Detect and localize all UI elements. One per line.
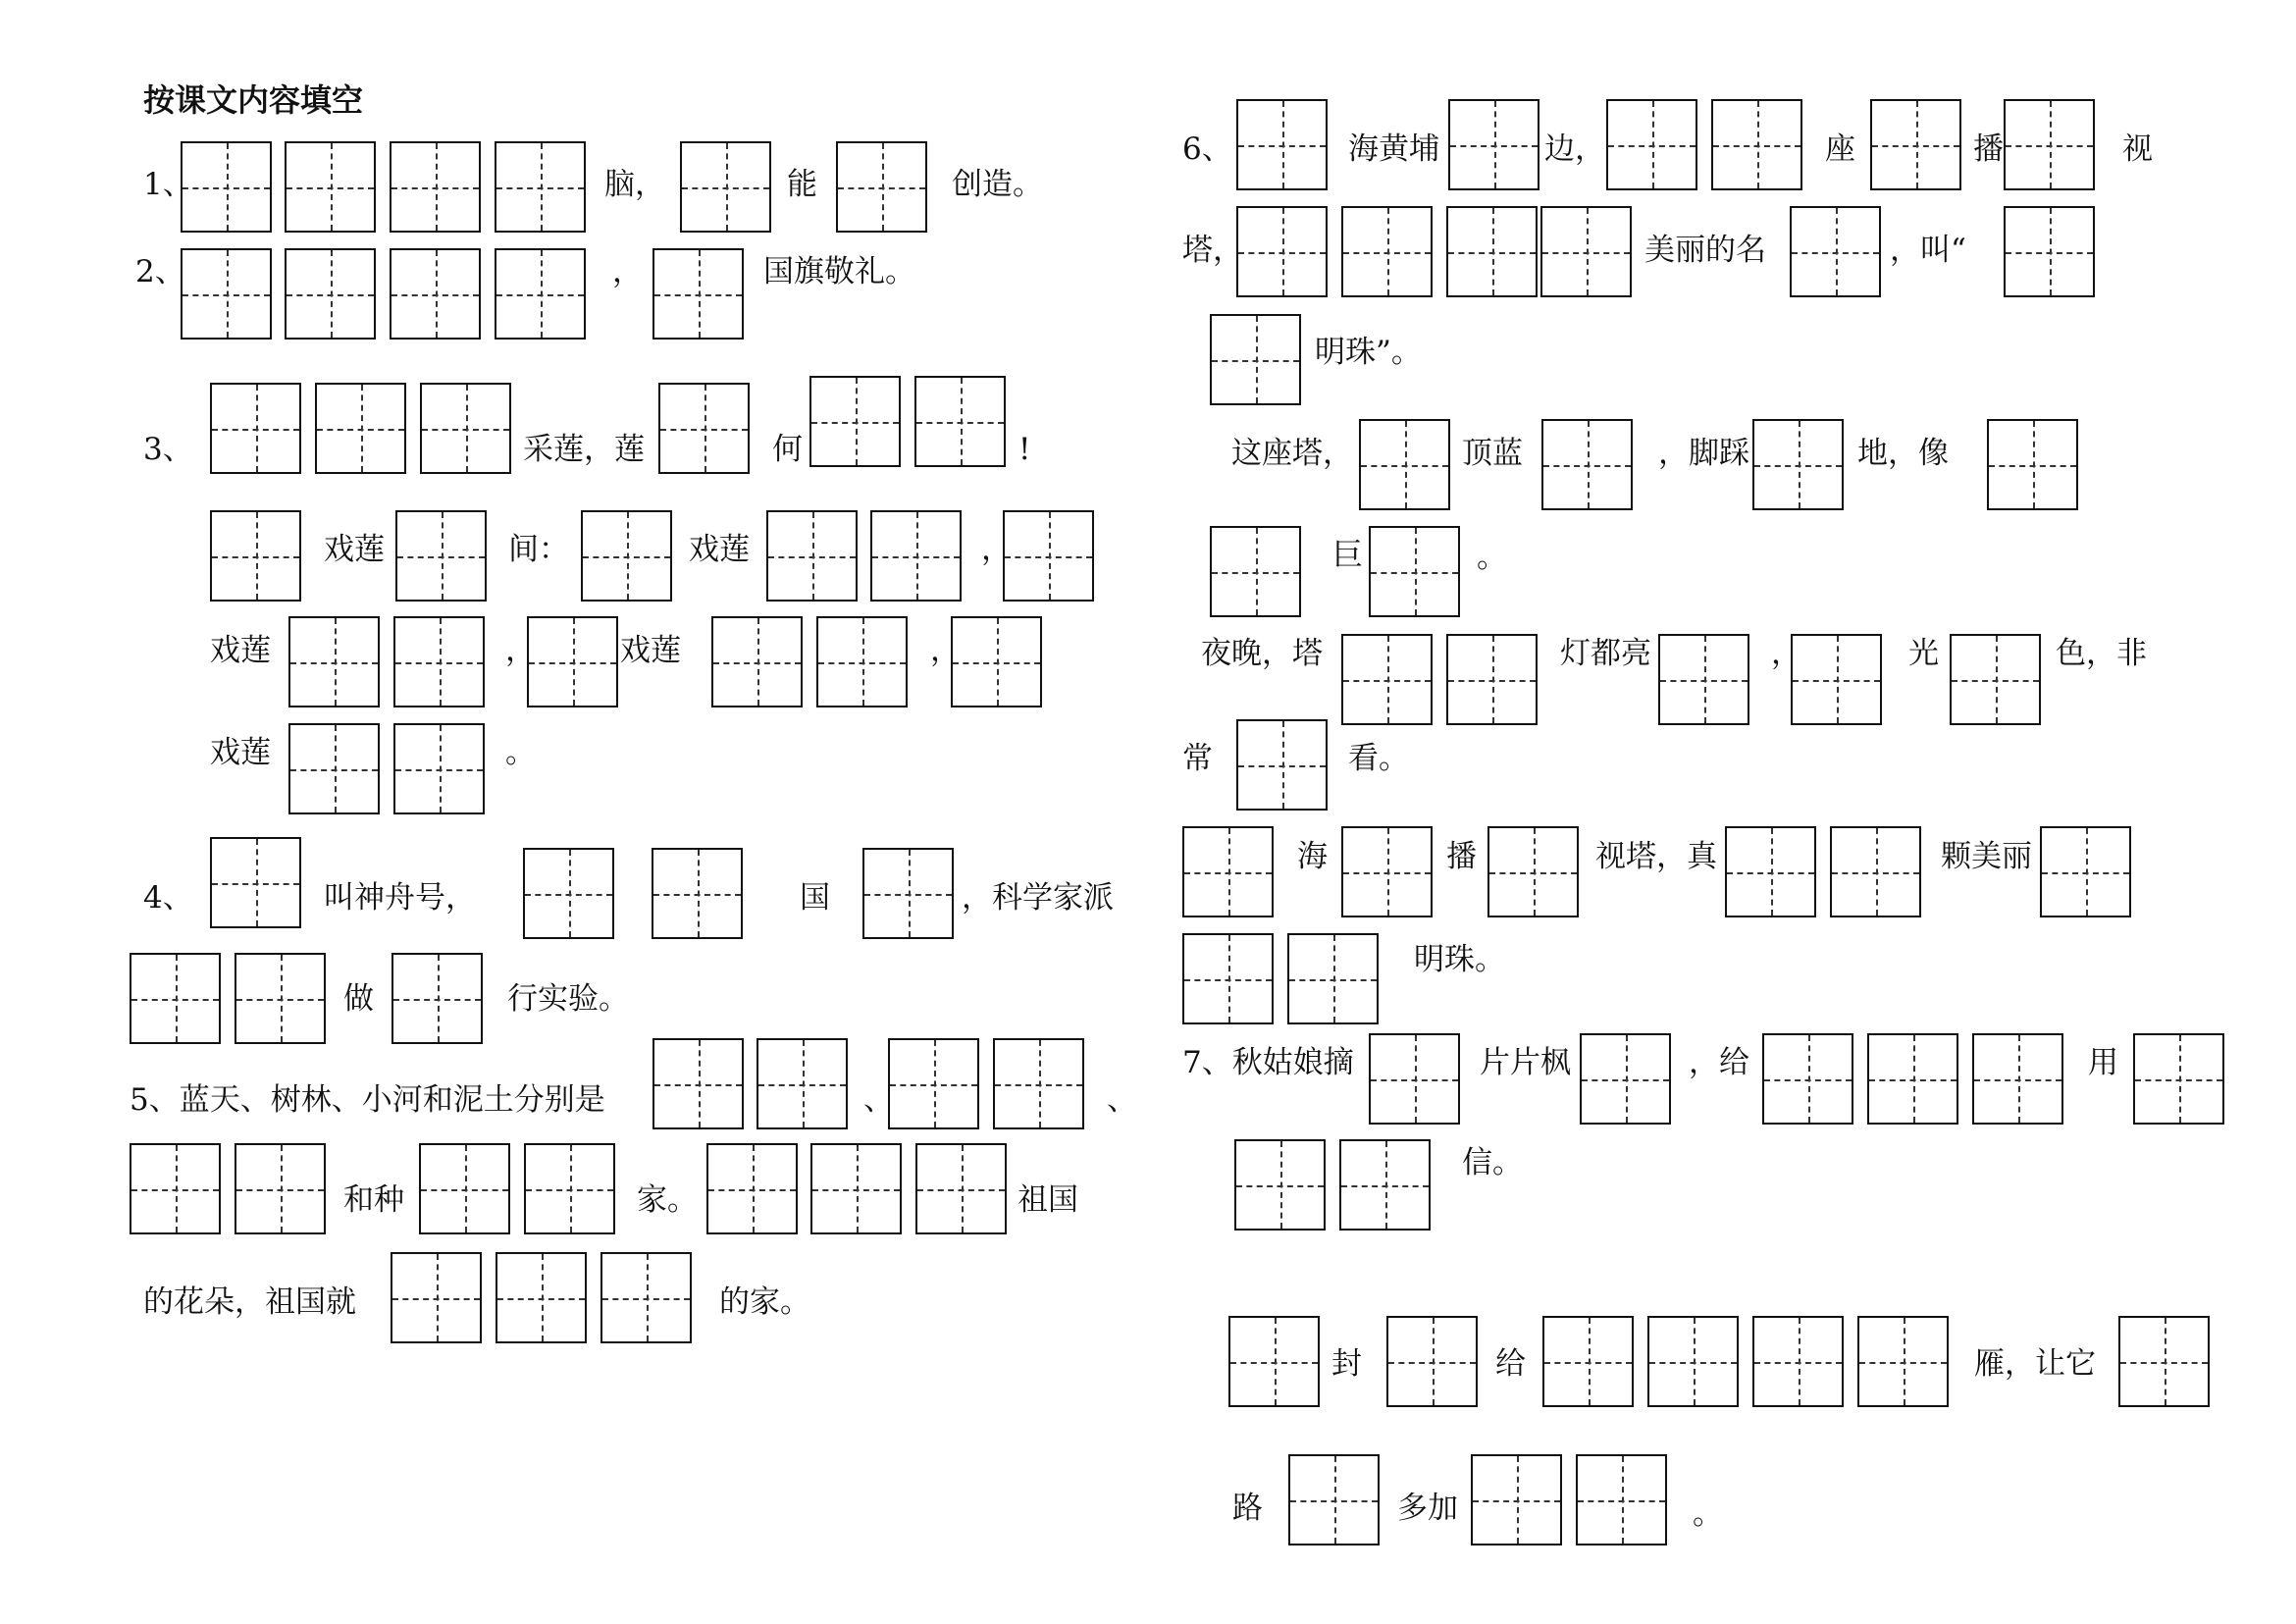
q6-blank-27[interactable] bbox=[1341, 826, 1433, 917]
q3-text-e: 间： bbox=[508, 532, 569, 567]
q6-text-j: 这座塔， bbox=[1231, 436, 1353, 471]
q6-text-g: 美丽的名 bbox=[1644, 233, 1766, 268]
q6-text-a: 海黄埔 bbox=[1348, 131, 1439, 167]
q3-text-a: 采莲，莲 bbox=[523, 432, 645, 467]
q4-text-c: ，科学家派 bbox=[962, 880, 1114, 916]
q3-text-c: ! bbox=[1018, 432, 1031, 467]
q1-blank-6[interactable] bbox=[836, 141, 927, 233]
q7-blank-9[interactable] bbox=[1228, 1316, 1320, 1407]
q6-text-x: 播 bbox=[1446, 839, 1477, 874]
q7-blank-13[interactable] bbox=[1752, 1316, 1844, 1407]
q6-blank-30[interactable] bbox=[1830, 826, 1921, 917]
q1-text-c: 创造。 bbox=[952, 167, 1043, 202]
q6-blank-5[interactable] bbox=[1870, 99, 1961, 190]
q7-blank-7[interactable] bbox=[1234, 1139, 1326, 1231]
q6-text-w: 海 bbox=[1297, 839, 1328, 874]
q6-text-b: 边， bbox=[1544, 131, 1605, 167]
q6-text-s: 光 bbox=[1908, 636, 1939, 671]
q3-blank-5[interactable] bbox=[809, 376, 901, 467]
q6-blank-13[interactable] bbox=[1210, 314, 1301, 405]
q6-blank-24[interactable] bbox=[1950, 634, 2041, 725]
q6-text-h: ，叫“ bbox=[1890, 233, 1966, 268]
q3-blank-3[interactable] bbox=[420, 383, 511, 474]
q1-number: 1、 bbox=[143, 167, 193, 202]
q6-blank-26[interactable] bbox=[1182, 826, 1274, 917]
q7-blank-8[interactable] bbox=[1339, 1139, 1431, 1231]
q7-text-c: 用 bbox=[2088, 1045, 2118, 1080]
q3-text-h: 戏莲 bbox=[210, 633, 271, 668]
q4-text-d: 做 bbox=[343, 981, 374, 1017]
q6-blank-8[interactable] bbox=[1341, 206, 1433, 297]
q3-blank-16[interactable] bbox=[711, 616, 803, 707]
q2-blank-4[interactable] bbox=[495, 248, 586, 340]
q4-text-e: 行实验。 bbox=[507, 981, 629, 1017]
q6-text-m: 地，像 bbox=[1857, 436, 1949, 471]
q2-blank-3[interactable] bbox=[390, 248, 481, 340]
q3-text-b: 何 bbox=[772, 432, 803, 467]
q6-blank-32[interactable] bbox=[1182, 933, 1274, 1024]
q5-text-b: 、 bbox=[1107, 1082, 1137, 1118]
q6-text-t: 色，非 bbox=[2056, 636, 2147, 671]
worksheet-title: 按课文内容填空 bbox=[143, 81, 364, 119]
q7-text-j: 。 bbox=[1693, 1496, 1723, 1532]
q4-blank-5[interactable] bbox=[130, 953, 221, 1044]
q5-blank-11[interactable] bbox=[915, 1143, 1007, 1234]
q7-blank-11[interactable] bbox=[1542, 1316, 1634, 1407]
q7-text-b: ，给 bbox=[1689, 1045, 1749, 1080]
q5-blank-2[interactable] bbox=[757, 1038, 848, 1129]
q5-blank-5[interactable] bbox=[130, 1143, 221, 1234]
q7-blank-14[interactable] bbox=[1857, 1316, 1949, 1407]
q7-blank-17[interactable] bbox=[1471, 1454, 1562, 1545]
q3-blank-20[interactable] bbox=[393, 723, 485, 814]
q5-text-a: 、 bbox=[863, 1082, 894, 1118]
q7-text-f: 给 bbox=[1495, 1346, 1526, 1382]
q6-text-aa: 明珠。 bbox=[1414, 942, 1505, 977]
q5-text-g: 的家。 bbox=[719, 1284, 810, 1320]
q6-text-q: 灯都亮 bbox=[1560, 636, 1651, 671]
q3-blank-6[interactable] bbox=[914, 376, 1006, 467]
q7-blank-4[interactable] bbox=[1867, 1033, 1958, 1125]
q2-text-a: ， bbox=[612, 254, 643, 289]
q3-blank-18[interactable] bbox=[951, 616, 1042, 707]
q5-blank-13[interactable] bbox=[496, 1252, 587, 1343]
q7-blank-15[interactable] bbox=[2118, 1316, 2210, 1407]
q6-text-y: 视塔，真 bbox=[1595, 839, 1717, 874]
q6-blank-28[interactable] bbox=[1487, 826, 1579, 917]
q6-text-i: 明珠”。 bbox=[1315, 335, 1422, 370]
q2-blank-2[interactable] bbox=[285, 248, 376, 340]
q5-blank-4[interactable] bbox=[993, 1038, 1084, 1129]
q4-blank-4[interactable] bbox=[862, 848, 954, 939]
q5-text-f: 的花朵，祖国就 bbox=[143, 1284, 356, 1320]
q4-blank-6[interactable] bbox=[235, 953, 326, 1044]
q6-blank-29[interactable] bbox=[1725, 826, 1816, 917]
q3-text-k: ， bbox=[930, 633, 961, 668]
q6-blank-31[interactable] bbox=[2040, 826, 2131, 917]
q3-blank-8[interactable] bbox=[395, 510, 487, 602]
q5-text-c: 和种 bbox=[343, 1182, 404, 1218]
q3-text-j: 戏莲 bbox=[620, 633, 681, 668]
q3-blank-2[interactable] bbox=[315, 383, 406, 474]
q5-blank-1[interactable] bbox=[652, 1038, 744, 1129]
q5-blank-7[interactable] bbox=[419, 1143, 510, 1234]
q6-blank-12[interactable] bbox=[2004, 206, 2095, 297]
q6-blank-19[interactable] bbox=[1369, 526, 1460, 617]
q1-blank-3[interactable] bbox=[390, 141, 481, 233]
q4-blank-7[interactable] bbox=[391, 953, 483, 1044]
q6-blank-1[interactable] bbox=[1236, 99, 1328, 190]
q7-text-e: 封 bbox=[1331, 1346, 1362, 1382]
q1-text-b: 能 bbox=[787, 167, 817, 202]
q6-blank-14[interactable] bbox=[1359, 419, 1450, 510]
q5-blank-6[interactable] bbox=[235, 1143, 326, 1234]
q7-text-i: 多加 bbox=[1397, 1491, 1458, 1526]
q7-blank-5[interactable] bbox=[1972, 1033, 2063, 1125]
q1-blank-1[interactable] bbox=[181, 141, 272, 233]
q3-blank-1[interactable] bbox=[210, 383, 301, 474]
q6-blank-25[interactable] bbox=[1236, 719, 1328, 811]
q6-text-p: 夜晚，塔 bbox=[1201, 636, 1323, 671]
q7-number-text: 7、秋姑娘摘 bbox=[1182, 1045, 1354, 1080]
q7-blank-6[interactable] bbox=[2133, 1033, 2224, 1125]
q6-text-d: 播 bbox=[1973, 131, 2004, 167]
q5-text-e: 祖国 bbox=[1018, 1182, 1078, 1218]
q4-number: 4、 bbox=[143, 880, 193, 916]
q5-text-d: 家。 bbox=[637, 1182, 698, 1218]
q3-blank-10[interactable] bbox=[766, 510, 858, 602]
q6-blank-20[interactable] bbox=[1341, 634, 1433, 725]
q6-blank-23[interactable] bbox=[1791, 634, 1882, 725]
q2-text-b: 国旗敬礼。 bbox=[763, 254, 915, 289]
q5-blank-9[interactable] bbox=[706, 1143, 798, 1234]
q3-text-l: 戏莲 bbox=[210, 735, 271, 770]
q6-blank-7[interactable] bbox=[1236, 206, 1328, 297]
q3-blank-17[interactable] bbox=[816, 616, 908, 707]
q6-text-v: 看。 bbox=[1348, 741, 1409, 776]
q6-blank-3[interactable] bbox=[1606, 99, 1697, 190]
q4-text-b: 国 bbox=[800, 880, 830, 916]
q3-text-f: 戏莲 bbox=[689, 532, 750, 567]
q7-blank-3[interactable] bbox=[1762, 1033, 1853, 1125]
q4-blank-2[interactable] bbox=[523, 848, 614, 939]
q7-blank-18[interactable] bbox=[1576, 1454, 1667, 1545]
q3-blank-12[interactable] bbox=[1003, 510, 1094, 602]
q7-blank-16[interactable] bbox=[1288, 1454, 1380, 1545]
q6-blank-18[interactable] bbox=[1210, 526, 1301, 617]
q6-blank-11[interactable] bbox=[1790, 206, 1881, 297]
q6-blank-4[interactable] bbox=[1711, 99, 1802, 190]
q3-blank-9[interactable] bbox=[581, 510, 672, 602]
q6-number: 6、 bbox=[1182, 131, 1232, 167]
q5-blank-10[interactable] bbox=[810, 1143, 902, 1234]
q2-blank-1[interactable] bbox=[181, 248, 272, 340]
q6-text-z: 颗美丽 bbox=[1941, 839, 2032, 874]
q6-text-e: 视 bbox=[2122, 131, 2153, 167]
q6-blank-9[interactable] bbox=[1446, 206, 1538, 297]
q3-text-d: 戏莲 bbox=[324, 532, 385, 567]
q4-blank-1[interactable] bbox=[210, 837, 301, 928]
q3-blank-19[interactable] bbox=[288, 723, 380, 814]
q2-number: 2、 bbox=[135, 254, 185, 289]
q6-text-o: 。 bbox=[1477, 540, 1507, 575]
q7-text-g: 雁，让它 bbox=[1974, 1346, 2096, 1382]
q3-number: 3、 bbox=[143, 432, 193, 467]
q4-text-a: 叫神舟号， bbox=[324, 880, 476, 916]
q7-text-h: 路 bbox=[1232, 1491, 1263, 1526]
q6-text-f: 塔， bbox=[1182, 233, 1243, 268]
q3-blank-11[interactable] bbox=[870, 510, 962, 602]
q1-blank-4[interactable] bbox=[495, 141, 586, 233]
q7-text-a: 片片枫 bbox=[1480, 1045, 1571, 1080]
q6-text-r: ， bbox=[1771, 636, 1801, 671]
q6-blank-2[interactable] bbox=[1448, 99, 1539, 190]
q6-blank-10[interactable] bbox=[1540, 206, 1632, 297]
q2-blank-5[interactable] bbox=[652, 248, 744, 340]
q5-number-text: 5、蓝天、树林、小河和泥土分别是 bbox=[130, 1082, 605, 1118]
q7-text-d: 信。 bbox=[1462, 1145, 1523, 1180]
q3-text-g: ， bbox=[981, 532, 1012, 567]
q6-blank-21[interactable] bbox=[1446, 634, 1538, 725]
q3-blank-14[interactable] bbox=[393, 616, 485, 707]
q7-blank-1[interactable] bbox=[1369, 1033, 1460, 1125]
q5-blank-3[interactable] bbox=[888, 1038, 979, 1129]
q4-blank-3[interactable] bbox=[652, 848, 743, 939]
q3-blank-7[interactable] bbox=[210, 510, 301, 602]
q6-blank-17[interactable] bbox=[1987, 419, 2078, 510]
q3-blank-13[interactable] bbox=[288, 616, 380, 707]
q1-text-a: 脑， bbox=[604, 167, 665, 202]
q7-blank-10[interactable] bbox=[1386, 1316, 1478, 1407]
q6-text-l: ，脚踩 bbox=[1658, 436, 1749, 471]
q3-text-m: 。 bbox=[505, 735, 536, 770]
q6-blank-33[interactable] bbox=[1287, 933, 1379, 1024]
q3-blank-15[interactable] bbox=[527, 616, 618, 707]
q6-blank-22[interactable] bbox=[1658, 634, 1749, 725]
q5-blank-8[interactable] bbox=[524, 1143, 615, 1234]
q7-blank-12[interactable] bbox=[1647, 1316, 1739, 1407]
q5-blank-12[interactable] bbox=[391, 1252, 482, 1343]
q6-text-k: 顶蓝 bbox=[1462, 436, 1523, 471]
q6-text-n: 巨 bbox=[1332, 538, 1363, 573]
q3-blank-4[interactable] bbox=[658, 383, 750, 474]
q5-blank-14[interactable] bbox=[600, 1252, 692, 1343]
q6-blank-6[interactable] bbox=[2004, 99, 2095, 190]
q6-blank-16[interactable] bbox=[1752, 419, 1844, 510]
q6-text-u: 常 bbox=[1182, 741, 1213, 776]
q6-blank-15[interactable] bbox=[1541, 419, 1633, 510]
q7-blank-2[interactable] bbox=[1580, 1033, 1671, 1125]
q3-text-i: ， bbox=[505, 633, 536, 668]
q6-text-c: 座 bbox=[1825, 131, 1855, 167]
q1-blank-2[interactable] bbox=[285, 141, 376, 233]
q1-blank-5[interactable] bbox=[680, 141, 771, 233]
